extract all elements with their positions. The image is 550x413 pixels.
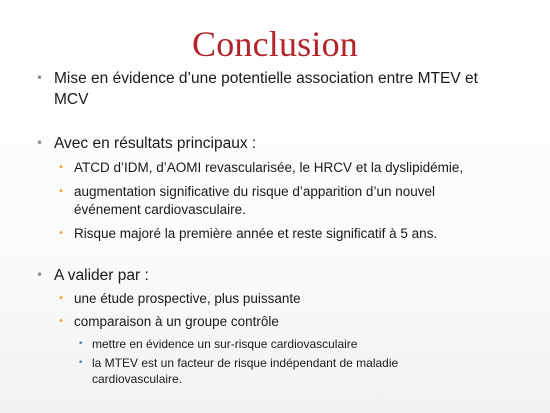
bullet-text: comparaison à un groupe contrôle [74, 314, 279, 329]
bullet-dot-icon: • [78, 358, 84, 368]
bullet-item-level2 [58, 290, 528, 308]
slide-title: Conclusion [191, 24, 358, 64]
bullet-text: A valider par : [54, 267, 149, 284]
bullet-dot-icon: • [58, 293, 64, 304]
bullet-text: Risque majoré la première année et reste significatif à 5 ans. [74, 226, 438, 241]
bullet-dot-icon: • [36, 268, 44, 282]
bullet-text: mettre en évidence un sur-risque cardiovasculaire [92, 337, 358, 351]
bullet-item-level1 [36, 133, 536, 154]
bullet-item-level3 [78, 336, 518, 352]
bullet-item-level1 [36, 68, 536, 110]
bullet-item-level2 [58, 183, 528, 219]
bullet-text: augmentation significative du risque d’apparition d’un nouvel événement cardiovasculaire. [74, 184, 435, 217]
bullet-dot-icon: • [58, 186, 64, 197]
bullet-dot-icon: • [78, 339, 84, 349]
bullet-dot-icon: • [58, 228, 64, 239]
bullet-item-level2 [58, 313, 528, 331]
bullet-item-level2 [58, 159, 528, 177]
bullet-text: une étude prospective, plus puissante [74, 291, 301, 306]
bullet-text: la MTEV est un facteur de risque indépendant de maladie cardiovasculaire. [92, 356, 399, 386]
bullet-item-level1 [36, 265, 536, 286]
bullet-dot-icon: • [36, 136, 44, 150]
bullet-dot-icon: • [58, 316, 64, 327]
bullet-text: ATCD d’IDM, d’AOMI revascularisée, le HRCV et la dyslipidémie, [74, 160, 464, 175]
bullet-dot-icon: • [58, 162, 64, 173]
bullet-text: Mise en évidence d’une potentielle association entre MTEV et MCV [54, 70, 478, 108]
bullet-text: Avec en résultats principaux : [54, 135, 257, 152]
bullet-item-level3 [78, 355, 518, 387]
bullet-item-level2 [58, 225, 528, 243]
bullet-dot-icon: • [36, 71, 44, 85]
